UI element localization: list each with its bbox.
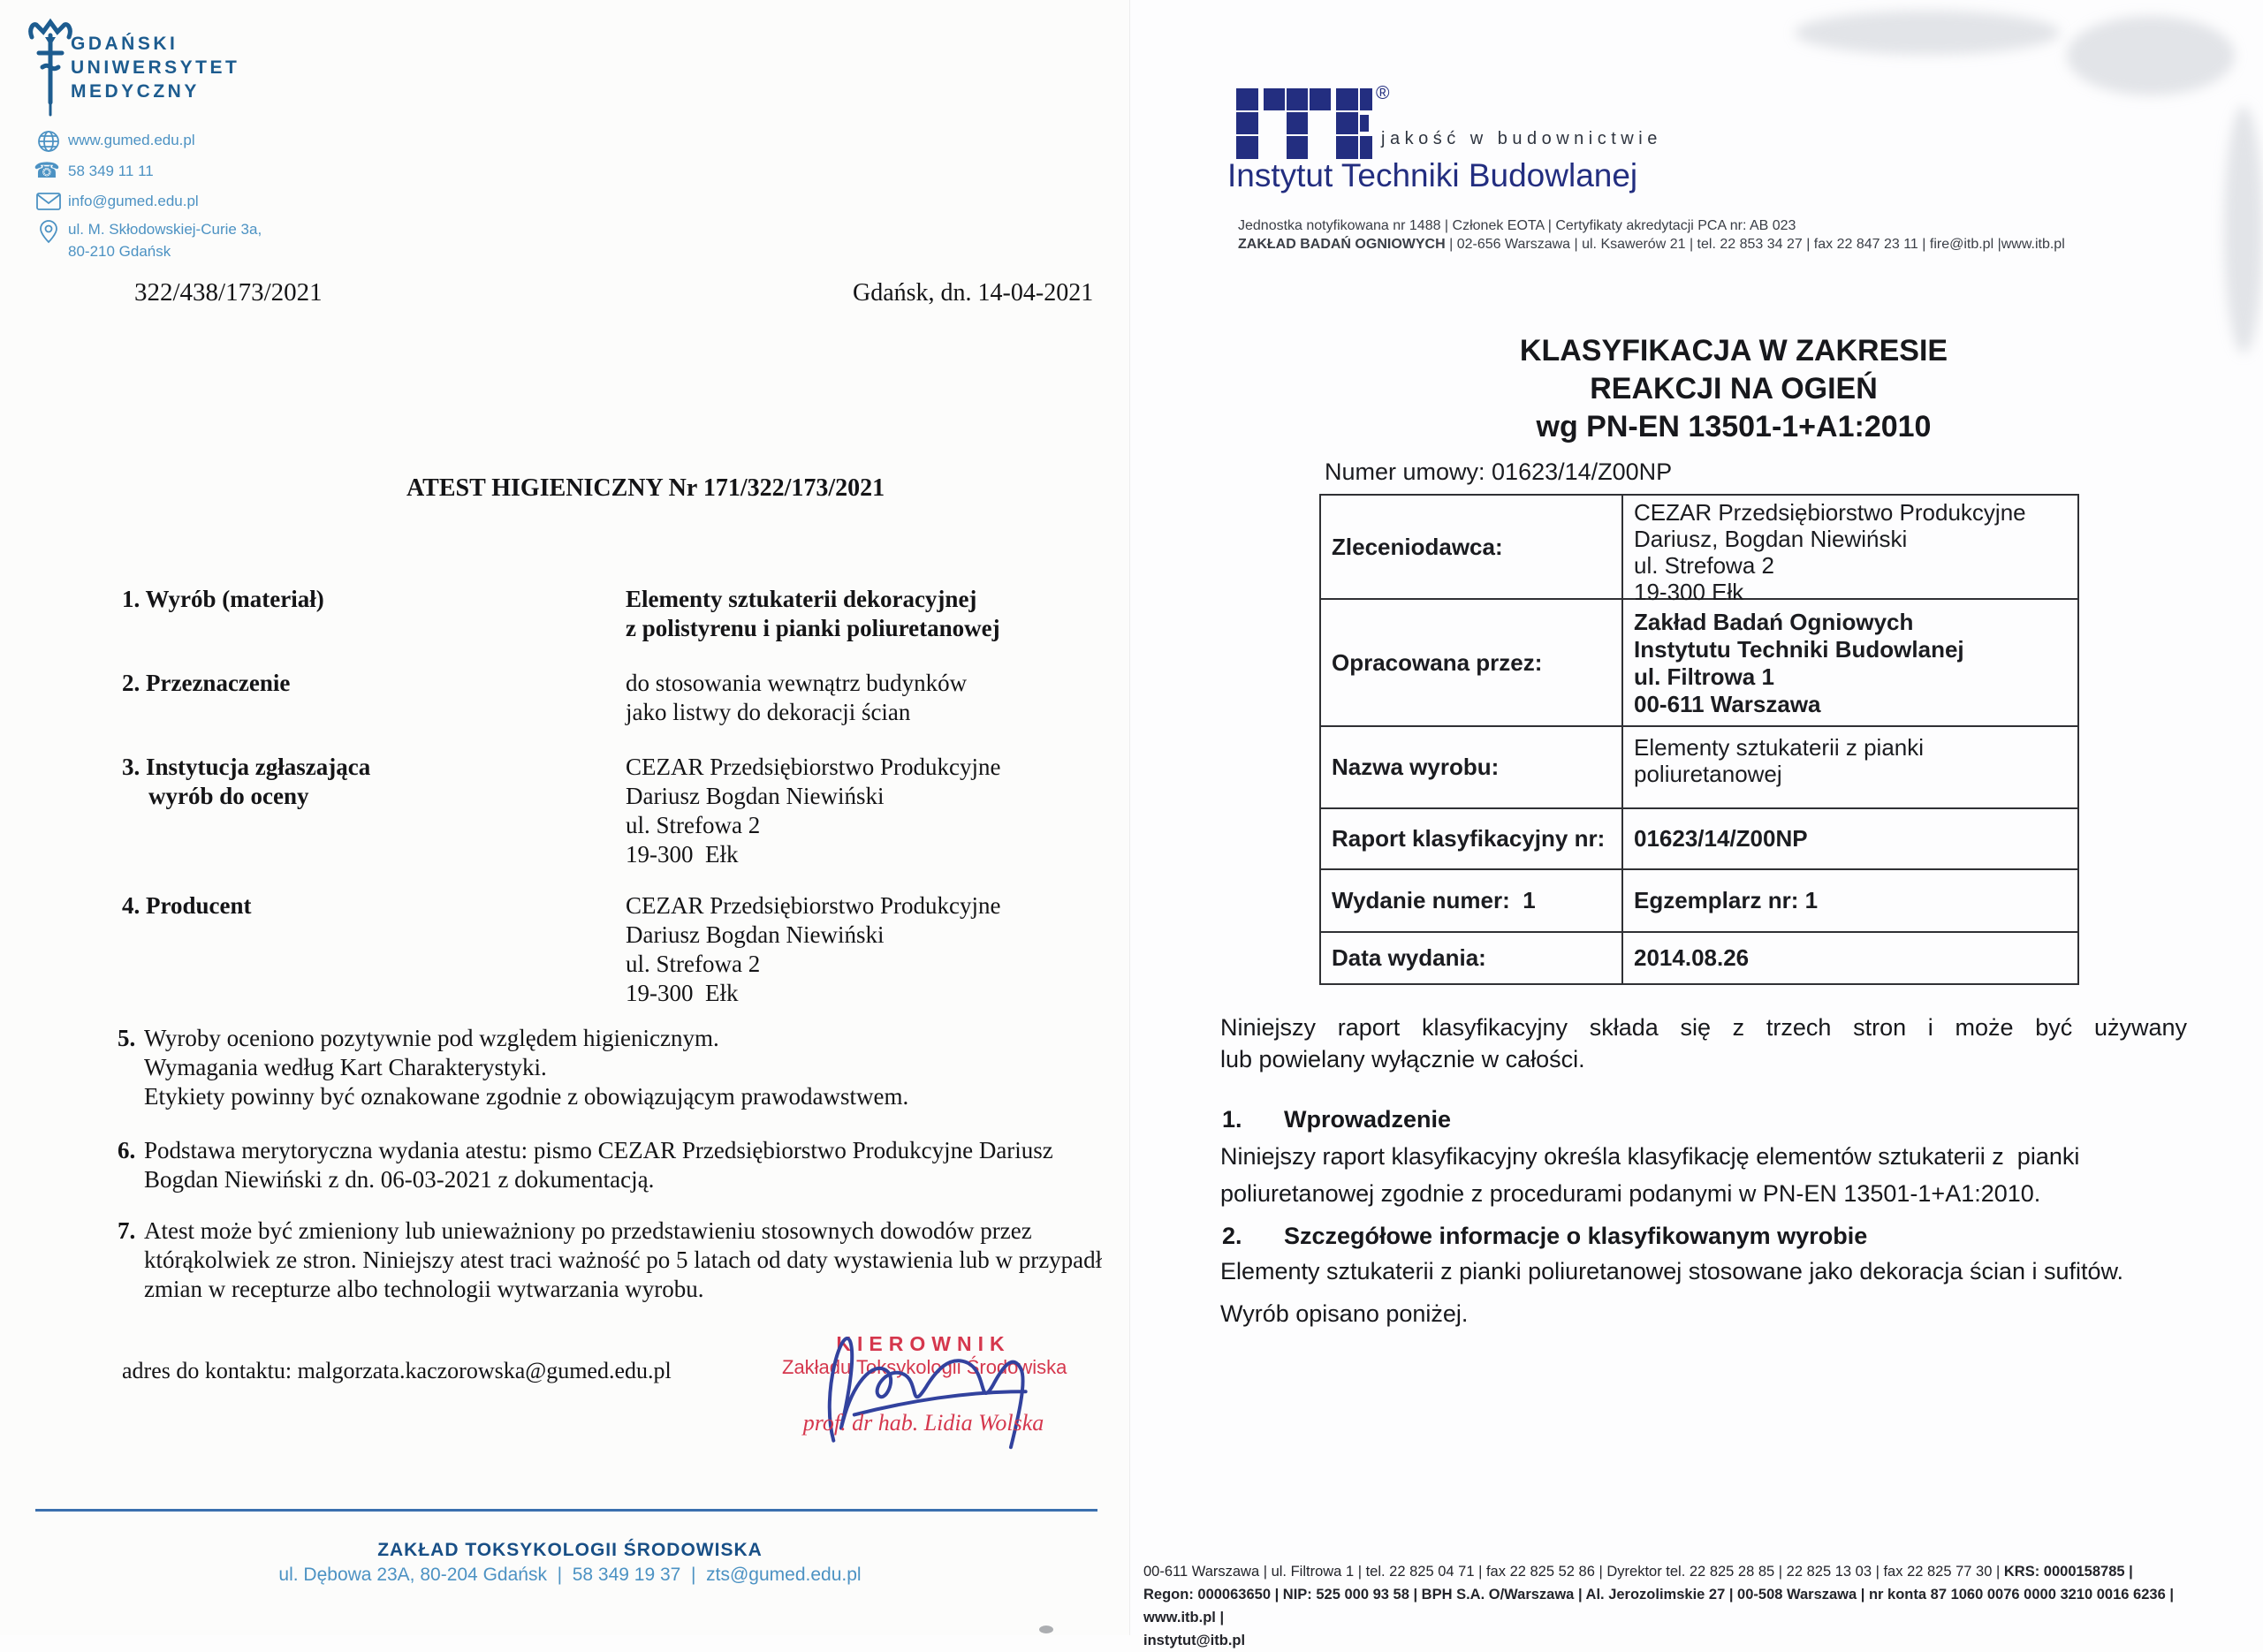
signature [800, 1297, 1055, 1468]
email-text: info@gumed.edu.pl [68, 193, 199, 209]
item6-line2: Bogdan Niewiński z dn. 06-03-2021 z dokumentacją. [144, 1166, 655, 1193]
intro-paragraph-line2: lub powielany wyłącznie w całości. [1220, 1046, 1585, 1072]
itb-institute-name: Instytut Techniki Budowlanej [1227, 157, 1638, 193]
table-row [1321, 598, 2077, 725]
table-row [1321, 496, 2077, 605]
item2-value-line1: do stosowania wewnątrz budynków [626, 670, 968, 696]
item7-line2: którąkolwiek ze stron. Niniejszy atest traci ważność po 5 latach od daty wystawienia lub w przypadł [144, 1247, 1103, 1273]
item2-value-line2: jako listwy do dekoracji ścian [626, 699, 911, 725]
item3-value-line3: ul. Strefowa 2 [626, 812, 761, 838]
stamp-subtitle: Zakładu Toksykologii Środowiska [782, 1356, 1067, 1378]
item7-line3: zmian w recepturze albo technologii wytwarzania wyrobu. [144, 1276, 704, 1302]
scan-smudge [2067, 16, 2235, 95]
itb-header-line2-bold: ZAKŁAD BADAŃ OGNIOWYCH [1238, 237, 1446, 252]
row-label: Data wydania: [1321, 933, 1623, 983]
table-row [1321, 725, 2077, 807]
university-name-line1: GDAŃSKI [71, 34, 178, 54]
item3-value-line2: Dariusz Bogdan Niewiński [626, 783, 885, 809]
row-value: 2014.08.26 [1634, 944, 1750, 971]
itb-footer-line3: instytut@itb.pl [1143, 1633, 1246, 1648]
left-document-atest-higieniczny [0, 0, 1129, 1635]
footer-address: ul. Dębowa 23A, 80-204 Gdańsk | 58 349 19 37 | zts@gumed.edu.pl [278, 1565, 862, 1585]
row-value: 01623/14/Z00NP [1634, 825, 1808, 852]
row-value: Egzemplarz nr: 1 [1634, 887, 1819, 913]
classification-info-table [1319, 494, 2079, 985]
section2-number: 2. [1222, 1223, 1242, 1249]
item6-line1: Podstawa merytoryczna wydania atestu: pismo CEZAR Przedsiębiorstwo Produkcyjne Dariusz [144, 1137, 1053, 1163]
envelope-icon [35, 193, 62, 210]
gumed-crest-logo [25, 18, 76, 118]
section1-body-line2: poliuretanowej zgodnie z procedurami podanymi w PN-EN 13501-1+A1:2010. [1220, 1180, 2041, 1207]
globe-icon [35, 130, 62, 153]
item5-number: 5. [118, 1025, 136, 1051]
stamp-signer-name: prof. dr hab. Lidia Wolska [802, 1410, 1044, 1436]
classification-title-line2: REAKCJI NA OGIEŃ [1590, 372, 1878, 405]
row-label: Zleceniodawca: [1321, 496, 1623, 598]
address-line2: 80-210 Gdańsk [68, 243, 171, 260]
item7-number: 7. [118, 1217, 136, 1244]
row-label: Raport klasyfikacyjny nr: [1321, 809, 1623, 868]
contract-number: Numer umowy: 01623/14/Z00NP [1325, 458, 1673, 485]
section1-heading: Wprowadzenie [1284, 1106, 1452, 1133]
item7-line1: Atest może być zmieniony lub unieważniony po przedstawieniu stosownych dowodów przez [144, 1217, 1032, 1244]
university-name-line3: MEDYCZNY [71, 81, 200, 102]
row-label: Nazwa wyrobu: [1321, 727, 1623, 807]
itb-tagline: jakość w budownictwie [1381, 129, 1662, 148]
section2-body-line2: Wyrób opisano poniżej. [1220, 1300, 1469, 1327]
item4-value-line4: 19-300 Ełk [626, 980, 739, 1006]
itb-footer [1143, 1560, 2239, 1652]
phone-icon: ☎ [34, 158, 60, 183]
item3-label-line1: 3. Instytucja zgłaszająca [122, 754, 371, 780]
website-text: www.gumed.edu.pl [68, 132, 195, 148]
section2-heading: Szczegółowe informacje o klasyfikowanym wyrobie [1284, 1223, 1868, 1249]
university-name-line2: UNIWERSYTET [71, 57, 240, 78]
right-document-itb-classification [1129, 0, 2263, 1648]
row-value: CEZAR Przedsiębiorstwo Produkcyjne Dariusz, Bogdan Niewiński ul. Strefowa 2 19-300 Ełk [1634, 499, 2026, 605]
item3-value-line1: CEZAR Przedsiębiorstwo Produkcyjne [626, 754, 1001, 780]
itb-header-line2 [1238, 237, 2065, 253]
item4-value-line2: Dariusz Bogdan Niewiński [626, 921, 885, 948]
row-value: Elementy sztukaterii z pianki poliuretanowej [1634, 734, 1925, 787]
stamp-title: KIEROWNIK [836, 1332, 1011, 1355]
item5-line3: Etykiety powinny być oznakowane zgodnie z obowiązującym prawodawstwem. [144, 1083, 909, 1110]
document-title: ATEST HIGIENICZNY Nr 171/322/173/2021 [406, 474, 885, 502]
address-line1: ul. M. Skłodowskiej-Curie 3a, [68, 221, 262, 238]
item4-label: 4. Producent [122, 892, 252, 919]
row-label: Wydanie numer: 1 [1321, 870, 1623, 931]
itb-logo [1236, 88, 1372, 159]
classification-title-line3: wg PN-EN 13501-1+A1:2010 [1536, 410, 1932, 443]
reference-number: 322/438/173/2021 [134, 278, 323, 307]
itb-footer-line1-krs: KRS: 0000158785 | [2003, 1564, 2133, 1580]
table-row [1321, 868, 2077, 931]
section1-body-line1: Niniejszy raport klasyfikacyjny określa klasyfikację elementów sztukaterii z pianki [1220, 1143, 2080, 1170]
item5-line1: Wyroby oceniono pozytywnie pod względem higienicznym. [144, 1025, 719, 1051]
location-pin-icon [35, 219, 62, 244]
item1-label: 1. Wyrób (materiał) [122, 586, 324, 612]
item2-label: 2. Przeznaczenie [122, 670, 291, 696]
footer-department: ZAKŁAD TOKSYKOLOGII ŚRODOWISKA [377, 1540, 763, 1560]
table-row [1321, 931, 2077, 983]
section2-body-line1: Elementy sztukaterii z pianki poliuretanowej stosowane jako dekoracja ścian i sufitów. [1220, 1258, 2124, 1284]
contact-note: adres do kontaktu: malgorzata.kaczorowska@gumed.edu.pl [122, 1358, 672, 1383]
row-label: Opracowana przez: [1321, 600, 1623, 725]
classification-title-line1: KLASYFIKACJA W ZAKRESIE [1519, 334, 1948, 368]
item1-value-line1: Elementy sztukaterii dekoracyjnej [626, 586, 977, 612]
phone-text: 58 349 11 11 [68, 163, 154, 179]
itb-header-line2-rest: | 02-656 Warszawa | ul. Ksawerów 21 | tel. 22 853 34 27 | fax 22 847 23 11 | fire@itb.pl |www.itb.pl [1445, 237, 2065, 252]
itb-header-line1: Jednostka notyfikowana nr 1488 | Członek EOTA | Certyfikaty akredytacji PCA nr: AB 023 [1238, 218, 1796, 233]
scan-smudge [2224, 106, 2263, 353]
footer-rule [35, 1509, 1097, 1512]
item4-value-line3: ul. Strefowa 2 [626, 951, 761, 977]
intro-paragraph-line1: Niniejszy raport klasyfikacyjny składa się z trzech stron i może być używany [1220, 1014, 2187, 1041]
scan-smudge [1795, 11, 2060, 55]
item3-value-line4: 19-300 Ełk [626, 841, 739, 868]
table-row [1321, 807, 2077, 868]
item1-value-line2: z polistyrenu i pianki poliuretanowej [626, 615, 1000, 641]
section1-number: 1. [1222, 1106, 1242, 1133]
itb-footer-line2: Regon: 000063650 | NIP: 525 000 93 58 | BPH S.A. O/Warszawa | Al. Jerozolimskie 27 | 00-508 Warszawa | nr konta 87 1060 0076 0000 3210 0016 6236 | www.itb.pl | [1143, 1587, 2174, 1625]
item4-value-line1: CEZAR Przedsiębiorstwo Produkcyjne [626, 892, 1001, 919]
scan-artifact-mark [1039, 1625, 1053, 1633]
item6-number: 6. [118, 1137, 136, 1163]
item3-label-line2: wyrób do oceny [148, 783, 309, 809]
itb-footer-line1: 00-611 Warszawa | ul. Filtrowa 1 | tel. 22 825 04 71 | fax 22 825 52 86 | Dyrektor tel. 22 825 28 85 | 22 825 13 03 | fax 22 825 77 30 | [1143, 1564, 2004, 1580]
item5-line2: Wymagania według Kart Charakterystyki. [144, 1054, 547, 1080]
registered-trademark-symbol: ® [1376, 83, 1390, 103]
place-date-line: Gdańsk, dn. 14-04-2021 [853, 279, 1094, 307]
row-value: Zakład Badań Ogniowych Instytutu Techniki Budowlanej ul. Filtrowa 1 00-611 Warszawa [1634, 609, 1964, 717]
